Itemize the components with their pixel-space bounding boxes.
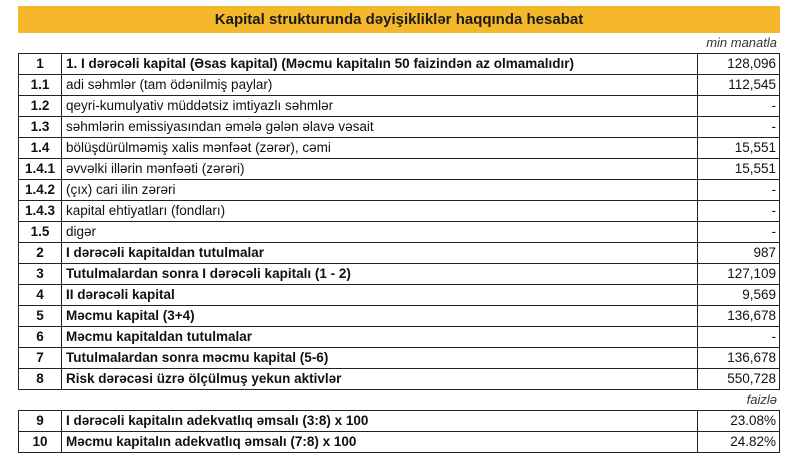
row-label: digər bbox=[62, 222, 698, 243]
row-value: 136,678 bbox=[698, 348, 780, 369]
table-row bbox=[19, 138, 780, 159]
row-value: - bbox=[698, 180, 780, 201]
table-row bbox=[19, 54, 780, 75]
row-label: Məcmu kapital (3+4) bbox=[62, 306, 698, 327]
table-row bbox=[19, 243, 780, 264]
row-value: 550,728 bbox=[698, 369, 780, 390]
row-value: 136,678 bbox=[698, 306, 780, 327]
row-number: 3 bbox=[19, 264, 62, 285]
capital-table-body bbox=[19, 54, 780, 390]
row-number: 4 bbox=[19, 285, 62, 306]
row-label: Məcmu kapitaldan tutulmalar bbox=[62, 327, 698, 348]
row-value: 15,551 bbox=[698, 159, 780, 180]
row-value: - bbox=[698, 117, 780, 138]
capital-table bbox=[18, 53, 780, 390]
table-row bbox=[19, 180, 780, 201]
row-number: 1.1 bbox=[19, 75, 62, 96]
row-number: 1.4.3 bbox=[19, 201, 62, 222]
row-label: bölüşdürülməmiş xalis mənfəət (zərər), cəmi bbox=[62, 138, 698, 159]
row-number: 1 bbox=[19, 54, 62, 75]
row-value: - bbox=[698, 201, 780, 222]
row-value: 24.82% bbox=[698, 432, 780, 453]
table-row bbox=[19, 117, 780, 138]
row-label: Risk dərəcəsi üzrə ölçülmuş yekun aktivlər bbox=[62, 369, 698, 390]
row-number: 7 bbox=[19, 348, 62, 369]
row-label: 1. I dərəcəli kapital (Əsas kapital) (Məcmu kapitalın 50 faizindən az olmamalıdır) bbox=[62, 54, 698, 75]
row-value: - bbox=[698, 222, 780, 243]
row-label: adi səhmlər (tam ödənilmiş paylar) bbox=[62, 75, 698, 96]
row-value: 987 bbox=[698, 243, 780, 264]
row-value: 127,109 bbox=[698, 264, 780, 285]
row-number: 6 bbox=[19, 327, 62, 348]
table-row bbox=[19, 201, 780, 222]
table-row bbox=[19, 96, 780, 117]
table-row bbox=[19, 264, 780, 285]
table-row bbox=[19, 75, 780, 96]
unit-label: min manatla bbox=[706, 35, 777, 50]
report-title: Kapital strukturunda dəyişikliklər haqqında hesabat bbox=[18, 6, 780, 33]
percent-unit-label: faizlə bbox=[746, 392, 777, 407]
ratio-table bbox=[18, 410, 780, 453]
row-label: I dərəcəli kapitaldan tutulmalar bbox=[62, 243, 698, 264]
row-label: səhmlərin emissiyasından əmələ gələn əlavə vəsait bbox=[62, 117, 698, 138]
row-value: - bbox=[698, 327, 780, 348]
table-row bbox=[19, 411, 780, 432]
row-number: 5 bbox=[19, 306, 62, 327]
row-value: - bbox=[698, 96, 780, 117]
row-number: 1.2 bbox=[19, 96, 62, 117]
row-number: 2 bbox=[19, 243, 62, 264]
table-row bbox=[19, 306, 780, 327]
table-row bbox=[19, 348, 780, 369]
row-label: Tutulmalardan sonra I dərəcəli kapitalı (1 - 2) bbox=[62, 264, 698, 285]
table-row bbox=[19, 432, 780, 453]
row-number: 1.3 bbox=[19, 117, 62, 138]
row-label: Tutulmalardan sonra məcmu kapital (5-6) bbox=[62, 348, 698, 369]
row-label: Məcmu kapitalın adekvatlıq əmsalı (7:8) x 100 bbox=[62, 432, 698, 453]
table-row bbox=[19, 222, 780, 243]
row-label: əvvəlki illərin mənfəəti (zərəri) bbox=[62, 159, 698, 180]
table-row bbox=[19, 159, 780, 180]
ratio-table-body bbox=[19, 411, 780, 453]
table-row bbox=[19, 285, 780, 306]
table-row bbox=[19, 369, 780, 390]
row-number: 1.5 bbox=[19, 222, 62, 243]
row-label: qeyri-kumulyativ müddətsiz imtiyazlı səhmlər bbox=[62, 96, 698, 117]
row-number: 8 bbox=[19, 369, 62, 390]
row-label: (çıx) cari ilin zərəri bbox=[62, 180, 698, 201]
row-label: II dərəcəli kapital bbox=[62, 285, 698, 306]
row-number: 1.4.2 bbox=[19, 180, 62, 201]
row-label: I dərəcəli kapitalın adekvatlıq əmsalı (3:8) x 100 bbox=[62, 411, 698, 432]
row-value: 15,551 bbox=[698, 138, 780, 159]
row-number: 1.4.1 bbox=[19, 159, 62, 180]
row-label: kapital ehtiyatları (fondları) bbox=[62, 201, 698, 222]
row-number: 9 bbox=[19, 411, 62, 432]
row-number: 1.4 bbox=[19, 138, 62, 159]
row-value: 128,096 bbox=[698, 54, 780, 75]
row-number: 10 bbox=[19, 432, 62, 453]
row-value: 23.08% bbox=[698, 411, 780, 432]
row-value: 112,545 bbox=[698, 75, 780, 96]
row-value: 9,569 bbox=[698, 285, 780, 306]
table-row bbox=[19, 327, 780, 348]
